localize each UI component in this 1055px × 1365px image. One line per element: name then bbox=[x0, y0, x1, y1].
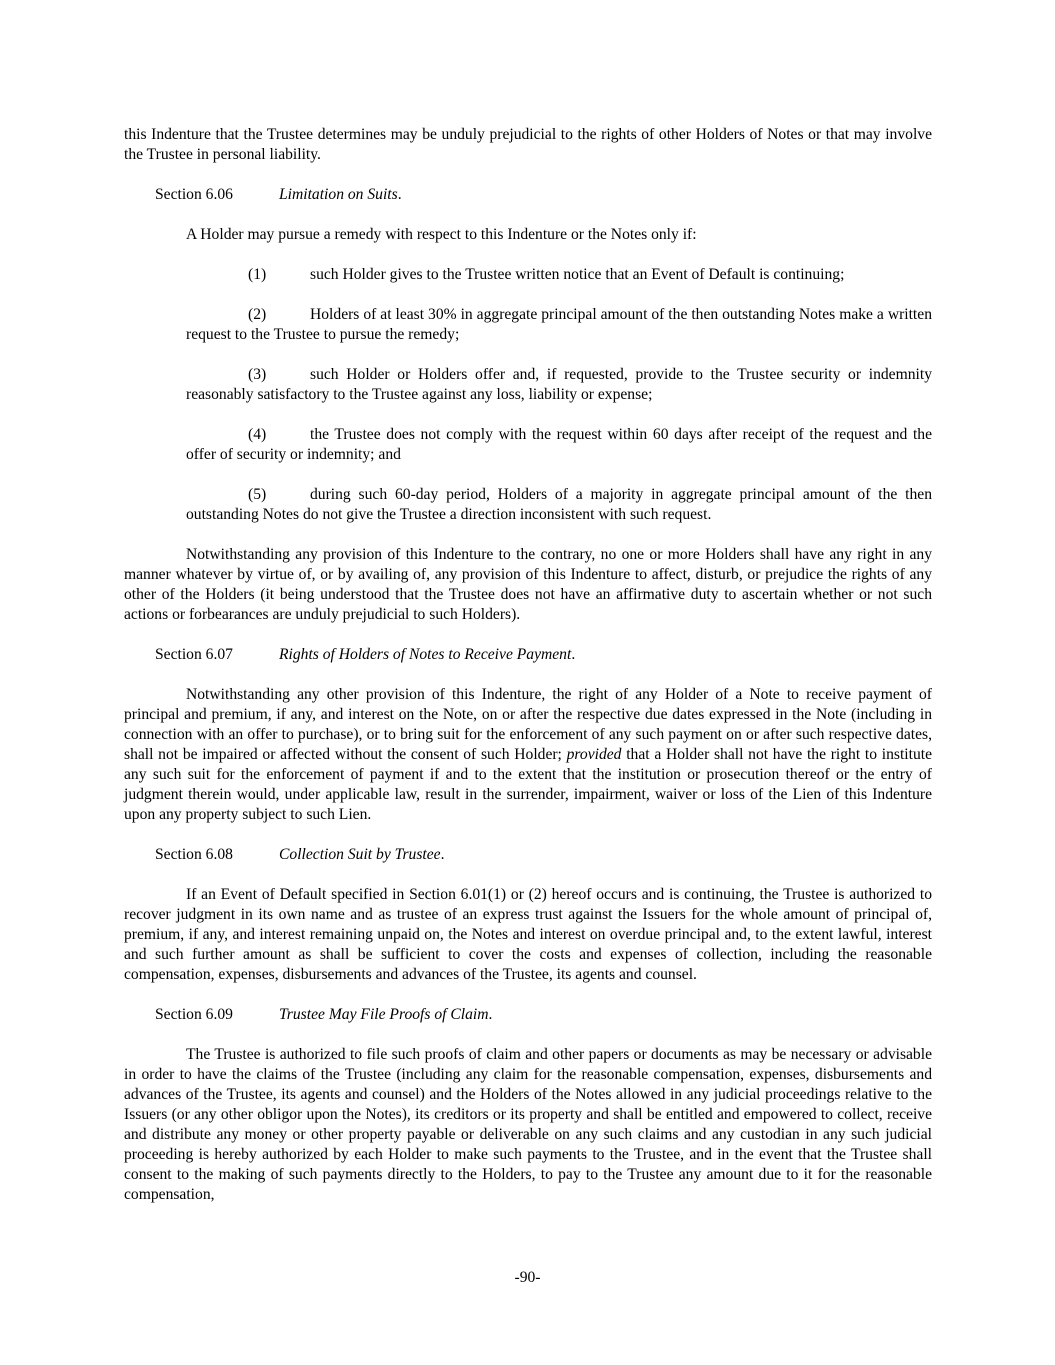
list-item-text: such Holder gives to the Trustee written notice that an Event of Default is continuing; bbox=[310, 266, 845, 283]
list-item-number: (5) bbox=[248, 486, 267, 503]
section-heading-6-09: Section 6.09 Trustee May File Proofs of Claim. bbox=[155, 1006, 493, 1023]
list-item bbox=[186, 365, 932, 405]
body-paragraph: The Trustee is authorized to file such proofs of claim and other papers or documents as may be necessary or advisable in order to have the claims of the Trustee (including any claim for the reasonable compensation, expenses, disbursements and advances of the Trustee, its agents and counsel) and the Holders of the Notes allowed in any judicial proceedings relative to the Issuers (or any other obligor upon the Notes), its creditors or its property and shall be entitled and empowered to collect, receive and distribute any money or other property payable or deliverable on any such claims and any custodian in any such judicial proceeding is hereby authorized by each Holder to make such payments to the Trustee, and in the event that the Trustee shall consent to the making of such payments directly to the Holders, to pay to the Trustee any amount due to it for the reasonable compensation, bbox=[124, 1046, 932, 1203]
section-heading-6-08: Section 6.08 Collection Suit by Trustee. bbox=[155, 846, 445, 863]
list-item-number: (3) bbox=[248, 366, 267, 383]
paragraph-text: Notwithstanding any other provision of this Indenture, the right of any Holder of a Note to receive payment of principal and premium, if any, and interest on the Note, on or after the respective due dates expressed in the Note (including in connection with an offer to purchase), or to bring suit for the enforcement of any such payment on or after such respective dates, shall not be impaired or affected without the consent of such Holder; bbox=[124, 686, 932, 763]
list-item-text: such Holder or Holders offer and, if requested, provide to the Trustee security or indemnity reasonably satisfactory to the Trustee against any loss, liability or expense; bbox=[186, 366, 932, 403]
section-number: Section 6.06 bbox=[155, 186, 233, 203]
list-item bbox=[186, 425, 932, 465]
list-item-text: the Trustee does not comply with the request within 60 days after receipt of the request and the offer of security or indemnity; and bbox=[186, 426, 932, 463]
section-number: Section 6.08 bbox=[155, 846, 233, 863]
section-title: Trustee May File Proofs of Claim bbox=[279, 1006, 489, 1023]
list-item bbox=[186, 265, 932, 285]
list-item bbox=[186, 305, 932, 345]
list-item bbox=[186, 485, 932, 525]
list-item-text: during such 60-day period, Holders of a majority in aggregate principal amount of the then outstanding Notes do not give the Trustee a direction inconsistent with such request. bbox=[186, 486, 932, 523]
section-heading-6-07: Section 6.07 Rights of Holders of Notes to Receive Payment. bbox=[155, 646, 576, 663]
list-item-number: (4) bbox=[248, 426, 267, 443]
list-item-number: (1) bbox=[248, 266, 267, 283]
section-title: Collection Suit by Trustee bbox=[279, 846, 441, 863]
section-title: Limitation on Suits bbox=[279, 186, 398, 203]
section-number: Section 6.09 bbox=[155, 1006, 233, 1023]
intro-paragraph: this Indenture that the Trustee determines may be unduly prejudicial to the rights of other Holders of Notes or that may involve the Trustee in personal liability. bbox=[124, 126, 932, 163]
list-item-number: (2) bbox=[248, 306, 267, 323]
body-paragraph: Notwithstanding any provision of this Indenture to the contrary, no one or more Holders shall have any right in any manner whatever by virtue of, or by availing of, any provision of this Indenture to affect, disturb, or prejudice the rights of any other of the Holders (it being understood that the Trustee does not have an affirmative duty to ascertain whether or not such actions or forbearances are unduly prejudicial to such Holders). bbox=[124, 546, 932, 623]
body-paragraph bbox=[124, 685, 932, 825]
section-heading-6-06: Section 6.06 Limitation on Suits. bbox=[155, 186, 402, 203]
page-number: -90- bbox=[514, 1269, 541, 1286]
section-title: Rights of Holders of Notes to Receive Payment bbox=[279, 646, 572, 663]
section-lead: A Holder may pursue a remedy with respect to this Indenture or the Notes only if: bbox=[186, 226, 697, 243]
paragraph-text: that a Holder shall not have the right to institute any such suit for the enforcement of payment if and to the extent that the institution or prosecution thereof or the entry of judgment therein would, under applicable law, result in the surrender, impairment, waiver or loss of the Lien of this Indenture upon any property subject to such Lien. bbox=[124, 746, 932, 823]
section-number: Section 6.07 bbox=[155, 646, 233, 663]
list-item-text: Holders of at least 30% in aggregate principal amount of the then outstanding Notes make a written request to the Trustee to pursue the remedy; bbox=[186, 306, 932, 343]
document-page bbox=[124, 125, 932, 1205]
emphasis-text: provided bbox=[566, 746, 622, 763]
body-paragraph: If an Event of Default specified in Section 6.01(1) or (2) hereof occurs and is continuing, the Trustee is authorized to recover judgment in its own name and as trustee of an express trust against the Issuers for the whole amount of principal of, premium, if any, and interest remaining unpaid on, the Notes and interest on overdue principal and, to the extent lawful, interest and such further amount as shall be sufficient to cover the costs and expenses of collection, including the reasonable compensation, expenses, disbursements and advances of the Trustee, its agents and counsel. bbox=[124, 886, 932, 983]
